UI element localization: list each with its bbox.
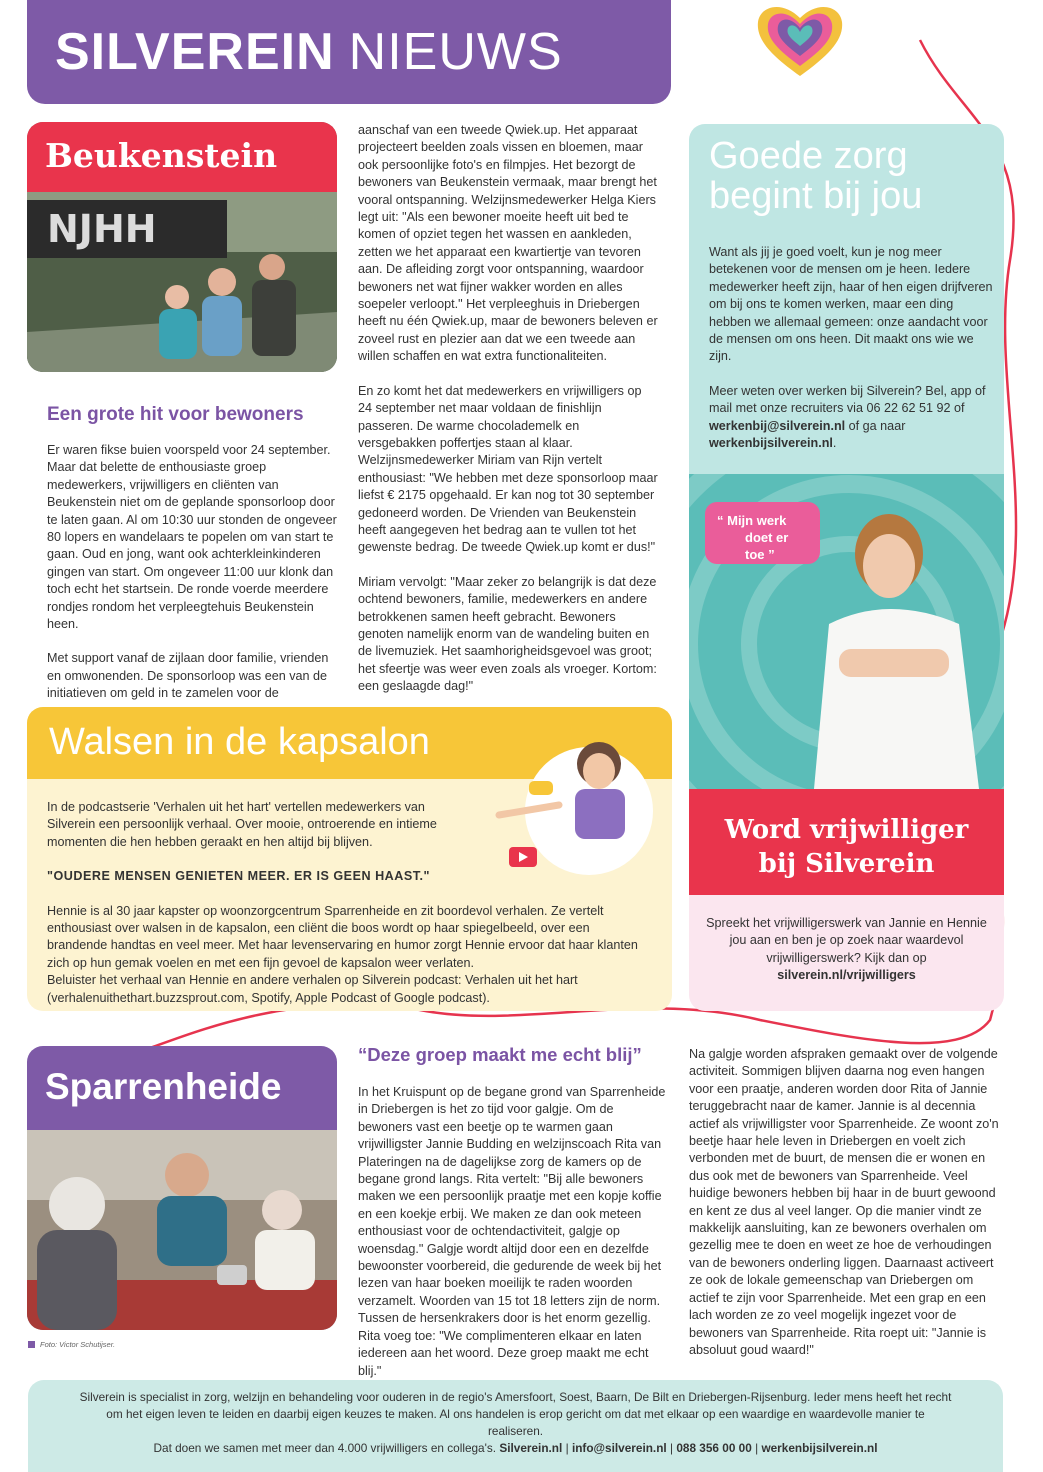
recruiter-email-link[interactable]: werkenbij@silverein.nl	[709, 418, 846, 433]
goede-zorg-text: Want als jij je goed voelt, kun je nog meer betekenen voor de mensen om je heen. Iedere medewerker heeft zijn, haar of hen eigen drijfveren om bij ons te komen werken, maar een ding hebben we allemaal gemeen: onze aandacht voor de mensen om ons heen. Dit maakt ons wie we zijn. Meer weten over werken bij Silverein? Bel, app of mail met onze recruiters via 06 22 62 51 92 of werkenbij@silverein.nl of ga naar werkenbijsilverein.nl.	[709, 245, 993, 451]
walsen-text	[47, 799, 652, 1007]
vrijwilliger-banner	[689, 789, 1004, 895]
photo-caption: Foto: Victor Schutijser.	[40, 1340, 116, 1349]
silverein-heart-logo	[752, 0, 848, 80]
vrijwilligers-link[interactable]: silverein.nl/vrijwilligers	[777, 968, 916, 983]
caption-marker	[28, 1341, 35, 1348]
footer-werkenbij-link[interactable]: werkenbijsilverein.nl	[761, 1441, 878, 1455]
caregiver-photo	[689, 474, 1004, 789]
walsen-listen: Beluister het verhaal van Hennie en andere verhalen op Silverein podcast: Verhalen uit het hart (verhalenuithethart.buzzsprout.com, Spotify, Apple Podcast of Google podcast).	[47, 973, 578, 1005]
beukenstein-paragraph: Miriam vervolgt: "Maar zeker zo belangrijk is dat deze ochtend bewoners, familie, medewerkers en andere betrokkenen samen heeft gebracht. Bewoners genoten namelijk enorm van de wandeling buiten en de livemuziek. Het saamhorigheidsgevoel was groot; het sfeertje was weer even zoals als vroeger. Kortom: een geslaagde dag!"	[358, 574, 657, 694]
walsen-quote: "OUDERE MENSEN GENIETEN MEER. ER IS GEEN HAAST."	[47, 869, 431, 884]
sparrenheide-column-3: Na galgje worden afspraken gemaakt over de volgende activiteit. Sommigen blijven daarna nog even hangen voor een praatje, anderen worden door Rita of Jannie teruggebracht naar de kamer. Jannie is al decennia actief als vrijwilligster voor Sparrenheide. Ze woont zo'n beetje haar hele leven in Driebergen en voelt zich verbonden met de buurt, de mensen die er wonen en dus ook met de bewoners van Sparrenheide. Veel huidige bewoners hebben bij haar in de buurt gewoond en kent ze dus al veel langer. Op die manier vindt ze makkelijk aansluiting, kan ze bewoners overhalen om gezellig mee te doen en weet ze hoe de verhoudingen van de bewoners onderling liggen. Daarnaast activeert ze ook de lokale gemeenschap van Driebergen om actief te zijn voor Sparrenheide. Met een grap en een lach worden ze zo veel mogelijk ingezet voor de bewoners van Sparrenheide. Rita roept uit: "Jannie is absoluut goud waard!"	[689, 1047, 999, 1357]
goede-zorg-panel	[689, 124, 1004, 474]
walsen-body: Hennie is al 30 jaar kapster op woonzorgcentrum Sparrenheide en zit boordevol verhalen. Ze vertelt enthousiast over walsen in de kapsalon, een cliënt die boos wordt op haar spiegelbeeld, over een brandende handtas en veel meer. Met haar levenservaring en humor zorgt Hennie ervoor dat haar klanten zich op hun gemak voelen en met een fijn gevoel de kapsalon weer verlaten.	[47, 903, 638, 970]
footer-site-link[interactable]: Silverein.nl	[499, 1441, 563, 1455]
footer-phone[interactable]: 088 356 00 00	[676, 1441, 752, 1455]
walsen-card	[27, 707, 672, 1011]
beukenstein-title: Beukenstein	[27, 122, 337, 192]
walsen-title: Walsen in de kapsalon	[49, 721, 430, 763]
sparrenheide-card	[27, 1046, 337, 1330]
footer-email-link[interactable]: info@silverein.nl	[571, 1441, 667, 1455]
walsen-intro: In de podcastserie 'Verhalen uit het hart' vertellen medewerkers van Silverein een persoonlijk verhaal. Over mooie, ontroerende en intieme momenten die hen hebben geraakt en hen altijd bij blijven.	[47, 800, 437, 849]
goede-zorg-title: Goede zorg begint bij jou	[709, 135, 923, 217]
footer-contact: Dat doen we samen met meer dan 4.000 vrijwilligers en collega's. Silverein.nl | info@silverein.nl | 088 356 00 00 | werkenbijsilverein.nl	[153, 1441, 878, 1455]
beukenstein-paragraph: aanschaf van een tweede Qwiek.up. Het apparaat projecteert beelden zoals vissen en bloemen, maar ook persoonlijke foto's en filmpjes. Het bezorgt de bewoners van Beukenstein vermaak, maar brengt het vooral ontspanning. Welzijnsmedewerker Helga Kiers legt uit: "Als een bewoner moeite heeft uit bed te komen of opziet tegen het wassen en aankleden, zetten we het apparaat een kwartiertje van tevoren aan. De afleiding zorgt voor ontspanning, waardoor bewoners net wat fijner wakker worden en alles soepeler verloopt." Het verpleeghuis in Driebergen heeft nu één Qwiek.up, maar de bewoners beleven er zoveel rust en plezier aan dat we een tweede aan willen schaffen en wat extra functionaliteiten.	[358, 123, 658, 364]
beukenstein-column-1	[47, 442, 343, 703]
sparrenheide-column-2: In het Kruispunt op de begane grond van Sparrenheide in Driebergen is het zo tijd voor galgje. Om de bewoners vast een beetje op te warmen gaan vrijwilligster Jannie Budding en welzijnscoach Rita van Plateringen na de dagelijkse zorg de kamers op de begane grond langs. Rita vertelt: "Bij alle bewoners maken we een persoonlijk praatje met een kopje koffie en een koekje erbij. We maken ze dan ook meteen enthousiast voor de ochtendactiviteit, galgje op woensdag." Galgje wordt altijd door een en dezelfde bewoonster voorbereid, die gedurende de week bij het lezen van haar boeken moeilijk te raden woorden verzamelt. Woorden van 15 tot 18 letters zijn de norm. Tussen de hersenkrakers door is het enorm gezellig. Rita voeg toe: "We complimenteren elkaar en laten iedereen aan het woord. Deze groep maakt me echt blij."	[358, 1085, 666, 1378]
beukenstein-photo	[27, 192, 337, 372]
footer-about: Silverein is specialist in zorg, welzijn en behandeling voor ouderen in de regio's Amersfoort, Soest, Baarn, De Bilt en Driebergen-Rijsenburg. Ieder mens heeft het recht om het eigen leven te leiden en daarbij eigen keuzes te maken. Al ons handelen is erop gericht om dat met elkaar op een waardige en waardevolle manier te realiseren.	[79, 1390, 952, 1438]
vrijwilliger-text: Spreekt het vrijwilligerswerk van Jannie en Hennie jou aan en ben je op zoek naar waardevol vrijwilligerswerk? Kijk dan op silverein.nl/vrijwilligers	[706, 916, 987, 983]
sparrenheide-title: Sparrenheide	[45, 1066, 282, 1107]
vrijwilliger-panel	[689, 895, 1004, 1011]
beukenstein-heading: Een grote hit voor bewoners	[47, 404, 304, 425]
svg-text:NJHH: NJHH	[47, 207, 157, 251]
beukenstein-paragraph: Er waren fikse buien voorspeld voor 24 september. Maar dat belette de enthousiaste groep medewerkers, vrijwilligers en cliënten van Beukenstein niet om de geplande sponsorloop door te laten gaan. Al om 10:30 uur stonden de ongeveer 80 lopers en wandelaars te popelen om van start te gaan. Oud en jong, want ook achterkleinkinderen gingen van start. Om ongeveer 11:00 uur klonk dan toch echt het startsein. De ronde voerde meerdere rondjes rondom het verpleegtehuis Beukenstein heen.	[47, 443, 337, 632]
masthead	[27, 0, 671, 104]
vrijwilliger-title: Word vrijwilliger bij Silverein	[724, 815, 969, 879]
beukenstein-paragraph: Met support vanaf de zijlaan door familie, vrienden en omwonenden. De sponsorloop was een van de initiatieven om geld in te zamelen voor de	[47, 651, 329, 701]
masthead-title: NIEUWS	[348, 23, 563, 81]
beukenstein-column-2	[358, 122, 658, 696]
quote-bubble: “ Mijn werk doet er toe ”	[705, 502, 820, 564]
werkenbij-site-link[interactable]: werkenbijsilverein.nl	[709, 436, 833, 451]
footer	[28, 1380, 1003, 1472]
sparrenheide-photo	[27, 1130, 337, 1330]
masthead-brand: SILVEREIN	[55, 23, 335, 81]
beukenstein-paragraph: En zo komt het dat medewerkers en vrijwilligers op 24 september net maar voldaan de finishlijn passeren. De warme chocolademelk en versgebakken poffertjes staan al klaar. Welzijnsmedewerker Miriam van Rijn vertelt enthousiast: "We hebben met deze sponsorloop maar liefst € 2175 opgehaald. Er kan nog tot 30 september gedoneerd worden. De Vrienden van Beukenstein heeft aangegeven het bedrag aan te vullen tot het gewenste bedrag. De tweede Qwiek.up komt er dus!"	[358, 383, 658, 555]
sparrenheide-heading: “Deze groep maakt me echt blij”	[358, 1044, 642, 1065]
beukenstein-card	[27, 122, 337, 372]
